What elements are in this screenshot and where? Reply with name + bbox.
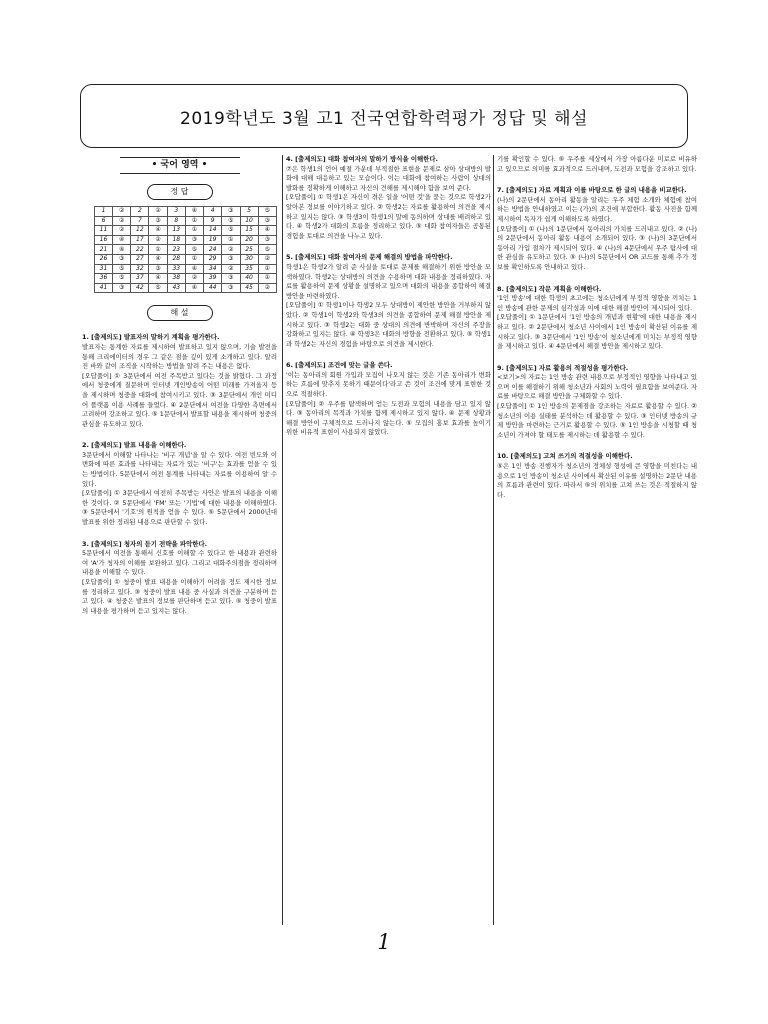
explanation-item [286, 155, 491, 241]
explanation-item [82, 540, 277, 617]
answer-choice: ① [185, 216, 203, 226]
answer-choice: ⑤ [258, 245, 276, 255]
question-number: 22 [131, 245, 149, 255]
answer-choice: ③ [149, 216, 167, 226]
answer-choice: ④ [185, 264, 203, 274]
answer-choice: ④ [112, 235, 130, 245]
column-1 [82, 155, 277, 628]
question-number: 12 [131, 226, 149, 236]
item-body: '이는 동아리의 회원 가입과 모집이 나오지 않는 것은 기존 동아리가 변화하는 흐름에 맞추지 못하기 때문이다'라고 쓴 것이 조건에 맞게 표현한 것으로 적절하다. [286, 370, 491, 399]
question-number: 8 [167, 216, 185, 226]
question-number: 4 [204, 207, 222, 217]
item-heading: 1. [출제의도] 발표자의 말하기 계획을 평가한다. [82, 333, 220, 342]
question-number: 24 [204, 245, 222, 255]
answer-row [95, 283, 277, 293]
question-number: 33 [167, 264, 185, 274]
question-number: 44 [204, 283, 222, 293]
column-divider [493, 155, 494, 925]
explanation-item [497, 186, 697, 272]
answer-choice: ④ [149, 274, 167, 284]
question-number: 3 [167, 207, 185, 217]
item-heading: 5. [출제의도] 대화 참여자의 문제 해결의 방법을 파악한다. [286, 253, 453, 262]
question-number: 39 [204, 274, 222, 284]
question-number: 18 [167, 235, 185, 245]
item-heading: 9. [출제의도] 자료 활용의 적절성을 평가한다. [497, 363, 629, 372]
answer-row [95, 245, 277, 255]
question-number: 35 [240, 264, 258, 274]
question-number: 23 [167, 245, 185, 255]
answer-choice: ⑤ [185, 245, 203, 255]
answer-choice: ③ [222, 283, 240, 293]
answer-choice: ④ [185, 207, 203, 217]
answer-choice: ① [222, 235, 240, 245]
answer-choice: ③ [222, 207, 240, 217]
question-number: 45 [240, 283, 258, 293]
answer-row [95, 274, 277, 284]
answer-choice: ④ [149, 226, 167, 236]
answer-choice: ③ [258, 235, 276, 245]
answer-choice: ③ [112, 254, 130, 264]
subject-heading: • 국어 영역 • [120, 157, 240, 174]
page-number: 1 [377, 930, 391, 954]
explanation-item [286, 253, 491, 349]
answer-choice: ① [258, 274, 276, 284]
answer-choice: ② [258, 254, 276, 264]
question-number: 37 [131, 274, 149, 284]
item-body: 발표자는 통계한 자료를 제시하여 발표하고 있지 않으며, 기술 발전을 통해 크리에이터의 경우 그 같은 점을 깊이 있게 소개하고 있다. 알려진 바와 같이 조직을 시작하는 방법을 알려 주는 내용은 없다. [82, 342, 277, 371]
answer-choice: ① [185, 226, 203, 236]
item-wrong-answers: [오답풀이] ① 1인 방송의 문제점을 강조하는 자료로 활용할 수 있다. ② 청소년의 이용 실태를 분석하는 데 활용할 수 있다. ③ 인터넷 방송의 규제 방안을 마련하는 근거로 활용할 수 있다. ⑤ 1인 방송을 시청할 때 청소년이 가져야 할 태도를 제시하는 데 활용할 수 있다. [497, 402, 697, 439]
question-number: 26 [95, 254, 113, 264]
page-title: 2019학년도 3월 고1 전국연합학력평가 정답 및 해설 [180, 108, 588, 129]
item-heading: 4. [출제의도] 대화 참여자의 말하기 방식을 이해한다. [286, 155, 438, 163]
answer-choice: ⑤ [149, 283, 167, 293]
answer-choice: ① [149, 245, 167, 255]
answer-choice: ③ [112, 283, 130, 293]
question-number: 2 [131, 207, 149, 217]
item-heading: 3. [출제의도] 청자의 듣기 전략을 파악한다. [82, 539, 208, 548]
question-number: 20 [240, 235, 258, 245]
question-number: 30 [240, 254, 258, 264]
explanation-item [82, 441, 277, 527]
explanation-item [497, 364, 697, 441]
explanation-item [497, 452, 697, 500]
answer-choice: ① [185, 254, 203, 264]
answer-choice: ② [149, 207, 167, 217]
item-wrong-answers: [오답풀이] ① (나)의 1문단에서 동아리의 가치를 드러내고 있다. ② (나)의 2문단에서 동아리 활동 내용이 소개되어 있다. ③ (나)의 3문단에서 동아리 가입 절차가 제시되어 있다. ④ (나)의 4문단에서 우주 탐사에 대한 관심을 유도하고 있다. ⑤ (나)의 5문단에서 OR 코드를 통해 추가 정보를 확인하도록 안내하고 있다. [497, 224, 697, 271]
item-wrong-answers: [오답풀이] ① 3문단에서 여전히 주목받는 사안은 발표의 내용을 이해한 것이다. ② 5문단에서 'FM' 또는 '기법'에 대한 내용을 이해하였다. ③ 5문단에서 '기호'의 원칙을 얻을 수 있다. ⑤ 5문단에서 2000년대 발표를 위한 정리된 내용으로 판단할 수 있다. [82, 489, 277, 527]
answer-choice: ① [258, 264, 276, 274]
question-number: 17 [131, 235, 149, 245]
item-heading: 7. [출제의도] 자료 계획과 이를 바탕으로 한 글의 내용을 비교한다. [497, 186, 687, 195]
answer-row [95, 216, 277, 226]
question-number: 7 [131, 216, 149, 226]
answer-choice: ④ [112, 245, 130, 255]
item-wrong-answers: [오답풀이] ① 청중이 발표 내용을 이해하기 어려울 정도 제시한 정보를 정리하고 있다. ③ 청중이 발표 내용 중 사실과 의견을 구분하며 듣고 있다. ④ 청중은 발표의 정보를 판단하며 듣고 있다. ⑤ 청중이 발표의 내용을 평가하며 듣고 있지는 않다. [82, 578, 277, 615]
item-body: (나)의 2문단에서 동아리 활동을 알리는 우주 체험 소개와 체험에 참여하는 방법을 안내하였고 이는 (가)의 조건에 부합한다. 활동 사진을 함께 제시하여 독자가 쉽게 이해하도록 하였다. [497, 195, 697, 223]
answer-choice: ③ [222, 254, 240, 264]
question-number: 1 [95, 207, 113, 217]
question-number: 27 [131, 254, 149, 264]
answer-table [94, 206, 277, 293]
answer-choice: ⑤ [222, 226, 240, 236]
question-number: 14 [204, 226, 222, 236]
explanation-item [82, 333, 277, 429]
answer-row [95, 254, 277, 264]
continuation-text: 기를 확인할 수 있다. ⑤ 우주를 세상에서 가장 아름다운 미로로 비유하고 있으므로 의미를 효과적으로 드러내며, 도전과 모험을 강조하고 있다. [497, 155, 697, 173]
answers-label: 정 답 [147, 184, 213, 200]
item-body: '1인 방송'에 대한 학생의 초고에는 청소년에게 부정적 영향을 끼치는 1인 방송에 관한 문제의 심각성과 이에 대한 해결 방안이 제시되어 있다. [497, 294, 697, 312]
item-wrong-answers: [오답풀이] ① 학생1은 자신이 겪은 일을 '어떤 것'을 묻는 것으로 학생2가 알아본 정보를 이야기하고 있다. ② 학생2는 자료를 활용하여 의견을 제시하고 있지는 않다. ③ 학생3이 학생1의 말에 동의하며 상대를 배려하고 있다. ④ 학생2가 대화의 흐름을 정리하고 있다. ⑤ 대화 참여자들은 공통된 경험을 토대로 의견을 나누고 있다. [286, 193, 491, 240]
item-body: 5문단에서 여전을 통해서 신호를 이해할 수 있다고 한 내용과 관련하여 'A'가 청자의 이해를 보완하고 있다. 그리고 대화주의점을 정리하며 내용을 이해할 수 있다. [82, 549, 277, 577]
question-number: 31 [95, 264, 113, 274]
answer-choice: ② [258, 283, 276, 293]
explanation-item [497, 285, 697, 352]
question-number: 43 [167, 283, 185, 293]
question-number: 16 [95, 235, 113, 245]
answer-choice: ③ [185, 235, 203, 245]
answer-choice: ④ [185, 283, 203, 293]
question-number: 36 [95, 274, 113, 284]
answer-row [95, 207, 277, 217]
item-heading: 2. [출제의도] 발표 내용을 이해한다. [82, 441, 187, 450]
question-number: 32 [131, 264, 149, 274]
answer-row [95, 226, 277, 236]
question-number: 9 [204, 216, 222, 226]
question-number: 41 [95, 283, 113, 293]
question-number: 10 [240, 216, 258, 226]
answer-row [95, 264, 277, 274]
item-heading: 6. [출제의도] 조건에 맞는 글을 쓴다. [286, 361, 393, 370]
answer-choice: ⑤ [222, 216, 240, 226]
item-heading: 8. [출제의도] 작문 계획을 이해한다. [497, 284, 602, 293]
answer-choice: ② [222, 245, 240, 255]
column-2 [286, 155, 491, 450]
question-number: 11 [95, 226, 113, 236]
item-wrong-answers: [오답풀이] ② 우주를 탐색하며 얻는 도전과 모험의 내용을 담고 있지 않다. ③ 동아리의 목적과 가치를 함께 제시하고 있지 않다. ④ 문제 상황과 해결 방안이 구체적으로 드러나지 않는다. ⑤ 모집의 홍보 효과를 높이기 위한 비유적 표현이 사용되지 않았다. [286, 399, 491, 437]
question-number: 21 [95, 245, 113, 255]
answer-choice: ⑤ [112, 274, 130, 284]
answer-choice: ③ [222, 274, 240, 284]
answer-choice: ⑤ [112, 264, 130, 274]
answer-choice: ② [185, 274, 203, 284]
title-box [80, 84, 688, 148]
column-divider [282, 155, 283, 925]
question-number: 25 [240, 245, 258, 255]
item-body: ⑤은 1인 방송 진행자가 청소년의 정체성 형성에 큰 영향을 미친다는 내용으로 1인 방송이 청소년 사이에서 확산된 이유를 설명하는 2문단 내용의 흐름과 관련이 있다. 따라서 ⑤의 위치를 고쳐 쓰는 것은 적절하지 않다. [497, 462, 697, 499]
question-number: 5 [240, 207, 258, 217]
question-number: 42 [131, 283, 149, 293]
question-number: 6 [95, 216, 113, 226]
question-number: 19 [204, 235, 222, 245]
answer-choice: ② [149, 235, 167, 245]
question-number: 13 [167, 226, 185, 236]
question-number: 15 [240, 226, 258, 236]
question-number: 38 [167, 274, 185, 284]
answer-choice: ④ [149, 254, 167, 264]
answer-choice: ③ [149, 264, 167, 274]
item-body: ⑦은 학생1의 언어 예절 가운데 부적절한 표현을 문제로 삼아 상대방의 발화에 대해 대응하고 있는 모습이다. 이는 대화에 참여하는 사람이 상대의 발화를 정확하게 이해하고 자신의 견해를 제시해야 함을 보여 준다. [286, 164, 491, 192]
column-3 [497, 155, 697, 512]
answer-choice: ② [112, 207, 130, 217]
item-body: <보기>의 자료는 1인 방송 관련 내용으로 부정적인 영향을 나타내고 있으며 이를 해결하기 위해 청소년과 사회의 노력이 필요함을 보여준다. 자료를 바탕으로 해결 방안을 구체화할 수 있다. [497, 373, 697, 401]
question-number: 40 [240, 274, 258, 284]
explanations-label: 해 설 [147, 305, 213, 321]
question-number: 34 [204, 264, 222, 274]
item-wrong-answers: [오답풀이] ① 1문단에서 '1인 방송의 개념과 현황'에 대한 내용을 제시하고 있다. ② 2문단에서 청소년 사이에서 1인 방송이 확산된 이유를 제시하고 있다. ③ 3문단에서 '1인 방송'이 청소년에게 미치는 부정적 영향을 제시하고 있다. ④ 4문단에서 해결 방안을 제시하고 있다. [497, 313, 697, 351]
question-number: 28 [167, 254, 185, 264]
answer-choice: ④ [258, 226, 276, 236]
answer-choice: ③ [258, 216, 276, 226]
item-body: 3문단에서 이해할 나타나는 '비구 개념'을 알 수 있다. 여전 빈도와 이 변화에 따른 효과를 나타내는 자료가 있는 '비구'는 효과를 얻을 수 있는 방법이다. 5문단에서 여전 통계를 나타내는 자료를 이용하여 알 수 있다. [82, 450, 277, 488]
answer-choice: ② [112, 216, 130, 226]
item-wrong-answers: [오답풀이] ① 3문단에서 여전 주목받고 있다는 것을 밝혔다. 그 과정에서 청중에게 질문하며 인터넷 개인방송이 어떤 미래를 가져올지 등을 제시하며 청중을 대화에 참여시키고 있다. ③ 3문단에서 개인 미디어 플랫폼 이용 사례를 들었다. ④ 2문단에서 여전을 다양한 측면에서 고려하며 강조하고 있다. ⑤ 1문단에서 발표할 내용을 제시하며 청중의 관심을 유도하고 있다. [82, 371, 277, 428]
item-heading: 10. [출제의도] 고쳐 쓰기의 적절성을 이해한다. [497, 452, 633, 461]
item-body: 학생1은 학생2가 알려 준 사실을 토대로 문제를 해결하기 위한 방안을 모색하였다. 학생2는 상대방의 의견을 수용하며 대화 내용을 정리하였다. 자료를 활용하여 문제 상황을 설명하고 있으며 대화의 내용을 종합하여 해결 방안을 마련하였다. [286, 262, 491, 300]
answer-choice: ② [222, 264, 240, 274]
answer-choice: ② [112, 226, 130, 236]
answer-choice: ⑤ [258, 207, 276, 217]
item-wrong-answers: [오답풀이] ① 학생1이나 학생2 모두 상대방이 제안한 방안을 거부하지 않았다. ② 학생1이 학생2와 학생3의 의견을 종합하여 문제 해결 방안을 제시하고 있다. ③ 학생2는 대화 중 상대의 의견에 반박하며 자신의 주장을 강화하고 있지는 않다. ④ 학생3은 대화의 방향을 전환하고 있다. ⑤ 학생1과 학생2는 자신의 경험을 바탕으로 의견을 제시한다. [286, 301, 491, 348]
question-number: 29 [204, 254, 222, 264]
explanation-item [286, 361, 491, 438]
answer-row [95, 235, 277, 245]
